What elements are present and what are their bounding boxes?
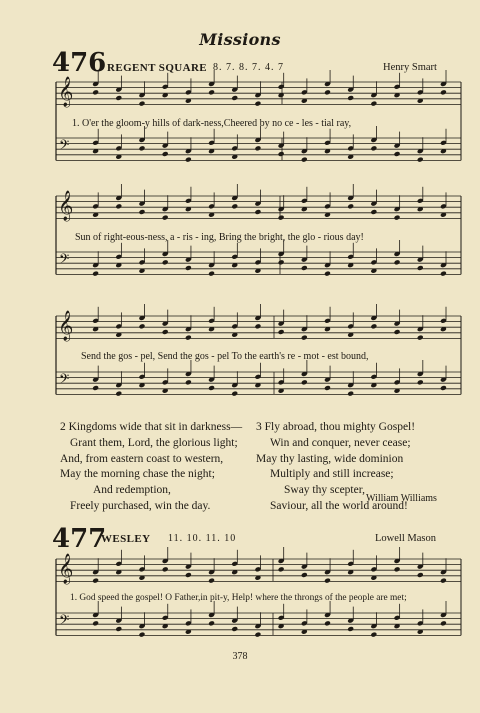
treble-clef-icon: 𝄞: [58, 554, 74, 584]
system-4-treble-note: [162, 566, 169, 572]
system-4-bass-note: [231, 626, 238, 632]
bass-clef-icon: 𝄢: [59, 137, 70, 156]
bass-clef-icon: 𝄢: [59, 371, 70, 390]
system-1-treble-note: [115, 95, 122, 101]
verse-3-line: May thy lasting, wide dominion: [256, 452, 404, 465]
system-4-treble-note: [185, 572, 192, 578]
system-1-bass-note: [139, 145, 146, 151]
system-2-treble-note: [115, 203, 122, 209]
verse-2-line: Grant them, Lord, the glorious light;: [70, 436, 238, 449]
system-3-treble-note: [162, 329, 169, 335]
system-2-treble-note: [278, 215, 285, 221]
system-2-treble-note: [162, 215, 169, 221]
system-4-bass-note: [139, 632, 146, 638]
bass-clef-icon: 𝄢: [59, 612, 70, 631]
system-2-treble-note: [254, 209, 261, 215]
system-3-bass-note: [301, 379, 308, 385]
system-3-treble-note: [185, 335, 192, 341]
hymn-477-composer: Lowell Mason: [375, 533, 436, 544]
system-4-treble-note: [278, 566, 285, 572]
system-4-treble-note: [208, 578, 215, 584]
system-4-bass-note: [324, 620, 331, 626]
system-2-bass-note: [301, 265, 308, 271]
system-3-bass-note: [208, 385, 215, 391]
verse-2-line: 2 Kingdoms wide that sit in darkness—: [60, 421, 243, 433]
verse-2-line: May the morning chase the night;: [60, 468, 215, 481]
system-4-treble-note: [301, 572, 308, 578]
system-1-treble-note: [254, 101, 261, 107]
system-1-bass-note: [185, 157, 192, 163]
hymn-476-composer: Henry Smart: [383, 62, 437, 73]
system-2-bass-note: [394, 259, 401, 265]
verse-3-line: 3 Fly abroad, thou mighty Gospel!: [256, 421, 416, 433]
hymn-476-verse-2: [60, 420, 242, 515]
section-title: Missions: [199, 30, 281, 49]
hymn-476-lyric-line-1: 1. O'er the gloom-y hills of dark-ness,Cheered by no ce - les - tial ray,: [72, 118, 352, 129]
hymn-477-number: 477: [52, 524, 107, 554]
system-2-treble-note: [394, 215, 401, 221]
system-1-bass-note: [394, 151, 401, 157]
hymn-477-meter: 11. 10. 11. 10: [168, 533, 237, 544]
system-1-treble-note: [231, 95, 238, 101]
system-2-bass-note: [185, 265, 192, 271]
system-3-bass-note: [92, 385, 99, 391]
bass-clef-icon: 𝄢: [59, 251, 70, 270]
system-1-treble-note: [208, 89, 215, 95]
system-2-bass-note: [92, 271, 99, 277]
system-2-bass-note: [324, 271, 331, 277]
system-3-bass-note: [440, 385, 447, 391]
verse-3-line: Sway thy scepter,: [284, 484, 365, 497]
verse-2-line: And redemption,: [93, 484, 171, 497]
system-3-treble-note: [394, 329, 401, 335]
system-4-treble-note: [417, 572, 424, 578]
system-3-bass-note: [185, 379, 192, 385]
system-4-treble-note: [440, 578, 447, 584]
hymn-476-lyric-line-2: Sun of right-eous-ness, a - ris - ing, Bring the bright, the glo - rious day!: [75, 232, 364, 243]
verse-3-line: Saviour, all the world around!: [270, 499, 408, 512]
system-3-bass-note: [231, 391, 238, 397]
verse-2-line: And, from eastern coast to western,: [60, 452, 224, 465]
system-2-bass-note: [417, 265, 424, 271]
system-4-treble-note: [92, 578, 99, 584]
system-4-bass-note: [115, 626, 122, 632]
system-1-bass-note: [254, 145, 261, 151]
hymn-476-number: 476: [52, 48, 107, 78]
system-3-bass-note: [115, 391, 122, 397]
system-3-treble-note: [301, 335, 308, 341]
system-2-treble-note: [139, 209, 146, 215]
hymn-476-author: William Williams: [366, 493, 437, 504]
page-number: 378: [232, 651, 248, 662]
treble-clef-icon: 𝄞: [58, 191, 74, 221]
system-2-treble-note: [231, 203, 238, 209]
system-4-bass-note: [370, 632, 377, 638]
system-1-bass-note: [370, 145, 377, 151]
system-3-treble-note: [278, 329, 285, 335]
system-3-bass-note: [324, 385, 331, 391]
hymn-476-meter: 8. 7. 8. 7. 4. 7: [213, 62, 284, 73]
system-4-treble-note: [394, 566, 401, 572]
verse-2-line: Freely purchased, win the day.: [70, 499, 211, 512]
system-2-treble-note: [347, 203, 354, 209]
verse-3-line: Multiply and still increase;: [270, 468, 394, 481]
system-2-bass-note: [162, 259, 169, 265]
system-2-bass-note: [278, 259, 285, 265]
system-4-treble-note: [324, 578, 331, 584]
system-1-treble-note: [370, 101, 377, 107]
system-4-bass-note: [254, 632, 261, 638]
system-4-bass-note: [208, 620, 215, 626]
treble-clef-icon: 𝄞: [58, 311, 74, 341]
system-1-treble-note: [139, 101, 146, 107]
system-3-treble-note: [417, 335, 424, 341]
system-1-bass-note: [301, 157, 308, 163]
system-3-bass-note: [417, 379, 424, 385]
system-1-treble-note: [347, 95, 354, 101]
hymn-477-lyric-line-1: 1. God speed the gospel! O Father,in pit-y, Help! where the throngs of the people are met;: [70, 593, 407, 603]
system-4-bass-note: [347, 626, 354, 632]
verse-3-line: Win and conquer, never cease;: [270, 436, 411, 449]
system-1-treble-note: [440, 89, 447, 95]
system-3-treble-note: [254, 323, 261, 329]
hymn-476-lyric-line-3: Send the gos - pel, Send the gos - pel To the earth's re - mot - est bound,: [81, 351, 369, 362]
system-2-treble-note: [370, 209, 377, 215]
system-1-bass-note: [417, 157, 424, 163]
system-1-bass-note: [162, 151, 169, 157]
system-2-bass-note: [208, 271, 215, 277]
treble-clef-icon: 𝄞: [58, 77, 74, 107]
hymn-477-tune-name: WESLEY: [101, 533, 151, 545]
hymn-476-tune-name: REGENT SQUARE: [107, 62, 208, 74]
system-1-bass-note: [278, 151, 285, 157]
system-1-treble-note: [324, 89, 331, 95]
system-4-bass-note: [92, 620, 99, 626]
system-3-bass-note: [347, 391, 354, 397]
system-4-bass-note: [440, 620, 447, 626]
system-3-treble-note: [370, 323, 377, 329]
system-2-bass-note: [440, 271, 447, 277]
system-1-treble-note: [92, 89, 99, 95]
system-3-treble-note: [139, 323, 146, 329]
